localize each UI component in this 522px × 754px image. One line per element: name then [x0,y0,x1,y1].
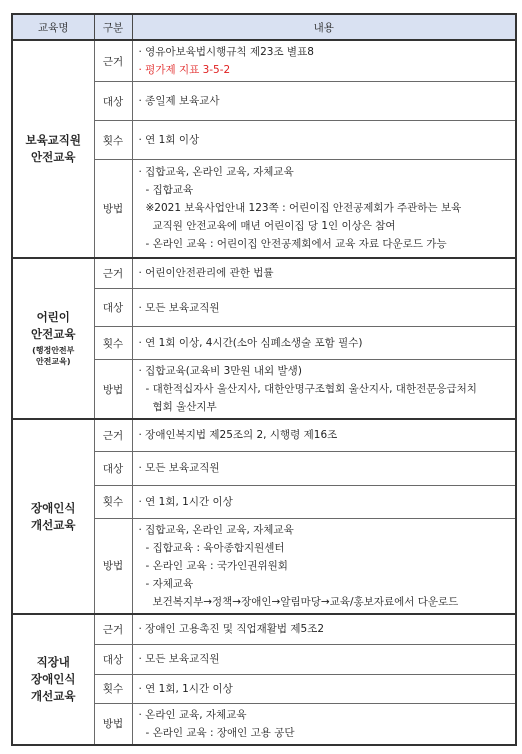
content-line: - 집합교육 : 육아종합지원센터 [145,541,285,554]
section-subtitle-line: (행정안전부 [32,346,75,356]
section-title-line: 안전교육 [31,149,76,164]
category-target: 대상 [94,82,132,121]
category-basis: 근거 [94,419,132,451]
content-line: · 연 1회, 1시간 이상 [138,495,233,508]
content-line: · 장애인 고용촉진 및 직업재활법 제5조2 [138,623,325,636]
content-cell [132,121,516,160]
education-table [11,13,517,746]
content-line: · 연 1회 이상 [138,134,200,146]
content-line: · 집합교육, 온라인 교육, 자체교육 [138,523,294,536]
table-row [12,40,516,82]
header-education-name: 교육명 [12,14,94,40]
content-cell [132,485,516,518]
category-basis: 근거 [94,258,132,289]
section-title-workplace-disability-awareness [12,614,94,745]
section-subtitle-line: 안전교육) [35,357,71,367]
category-target: 대상 [94,451,132,485]
content-cell [132,451,516,485]
content-line: - 대한적십자사 울산지사, 대한안명구조협회 울산지사, 대한전문응급처치 [145,383,477,395]
category-target: 대상 [94,289,132,327]
section-title-line: 어린이 [36,310,70,325]
section-title-line: 장애인식 [31,671,76,686]
section-title-line: 보육교직원 [25,132,82,147]
content-cell [132,703,516,745]
content-cell [132,644,516,674]
category-method: 방법 [94,160,132,258]
content-line: · 집합교육(교육비 3만원 내외 발생) [138,365,302,377]
content-line: ※2021 보육사업안내 123쪽 : 어린이집 안전공제회가 주관하는 보육 [145,202,462,215]
section-title-line: 장애인식 [31,500,76,515]
content-line: · 온라인 교육, 자체교육 [138,708,247,721]
content-cell [132,82,516,121]
content-line: 협회 울산지부 [152,401,217,413]
section-title-line: 안전교육 [31,327,76,342]
content-line: · 연 1회, 1시간 이상 [138,682,233,695]
section-subtitle [13,345,94,367]
content-line: - 온라인 교육 : 어린이집 안전공제회에서 교육 자료 다운로드 가능 [145,238,447,251]
content-line: · 종일제 보육교사 [138,95,220,107]
table-row [12,258,516,289]
header-category: 구분 [94,14,132,40]
category-frequency: 횟수 [94,121,132,160]
content-cell [132,327,516,360]
content-line: · 어린이안전관리에 관한 법률 [138,267,274,280]
content-cell [132,674,516,703]
section-title-line: 개선교육 [31,517,76,532]
section-title-childcare-safety [12,40,94,258]
content-line: - 자체교육 [145,577,194,590]
content-line: - 집합교육 [145,184,194,197]
category-method: 방법 [94,360,132,420]
content-line: 보건복지부→정책→장애인→알림마당→교육/홍보자료에서 다운로드 [152,595,459,608]
content-cell [132,419,516,451]
content-line: · 모든 보육교직원 [138,301,220,314]
content-line: · 모든 보육교직원 [138,462,220,474]
content-cell [132,360,516,420]
content-line-highlight: · 평가제 지표 3-5-2 [138,64,231,76]
section-title-line: 직장내 [36,654,70,669]
content-line: · 연 1회 이상, 4시간(소아 심폐소생술 포함 필수) [138,337,363,349]
category-basis: 근거 [94,614,132,644]
category-basis: 근거 [94,40,132,82]
content-cell [132,614,516,644]
content-line: · 집합교육, 온라인 교육, 자체교육 [138,166,294,179]
header-row [12,14,516,40]
category-frequency: 횟수 [94,485,132,518]
content-cell [132,289,516,327]
content-cell [132,258,516,289]
header-content: 내용 [132,14,516,40]
table-row [12,419,516,451]
content-line: 교직원 안전교육에 매년 어린이집 당 1인 이상은 참여 [152,220,396,233]
section-title-child-safety [12,258,94,420]
content-cell [132,160,516,258]
content-line: · 장애인복지법 제25조의 2, 시행령 제16조 [138,429,338,442]
category-method: 방법 [94,703,132,745]
category-frequency: 횟수 [94,327,132,360]
content-line: · 모든 보육교직원 [138,653,220,665]
content-line: - 온라인 교육 : 장애인 고용 공단 [145,726,295,739]
content-line: · 영유아보육법시행규칙 제23조 별표8 [138,46,314,58]
content-cell [132,40,516,82]
category-method: 방법 [94,518,132,614]
category-target: 대상 [94,644,132,674]
content-line: - 온라인 교육 : 국가인권위원회 [145,559,288,572]
category-frequency: 횟수 [94,674,132,703]
section-title-disability-awareness [12,419,94,614]
content-cell [132,518,516,614]
table-row [12,614,516,644]
section-title-line: 개선교육 [31,688,76,703]
